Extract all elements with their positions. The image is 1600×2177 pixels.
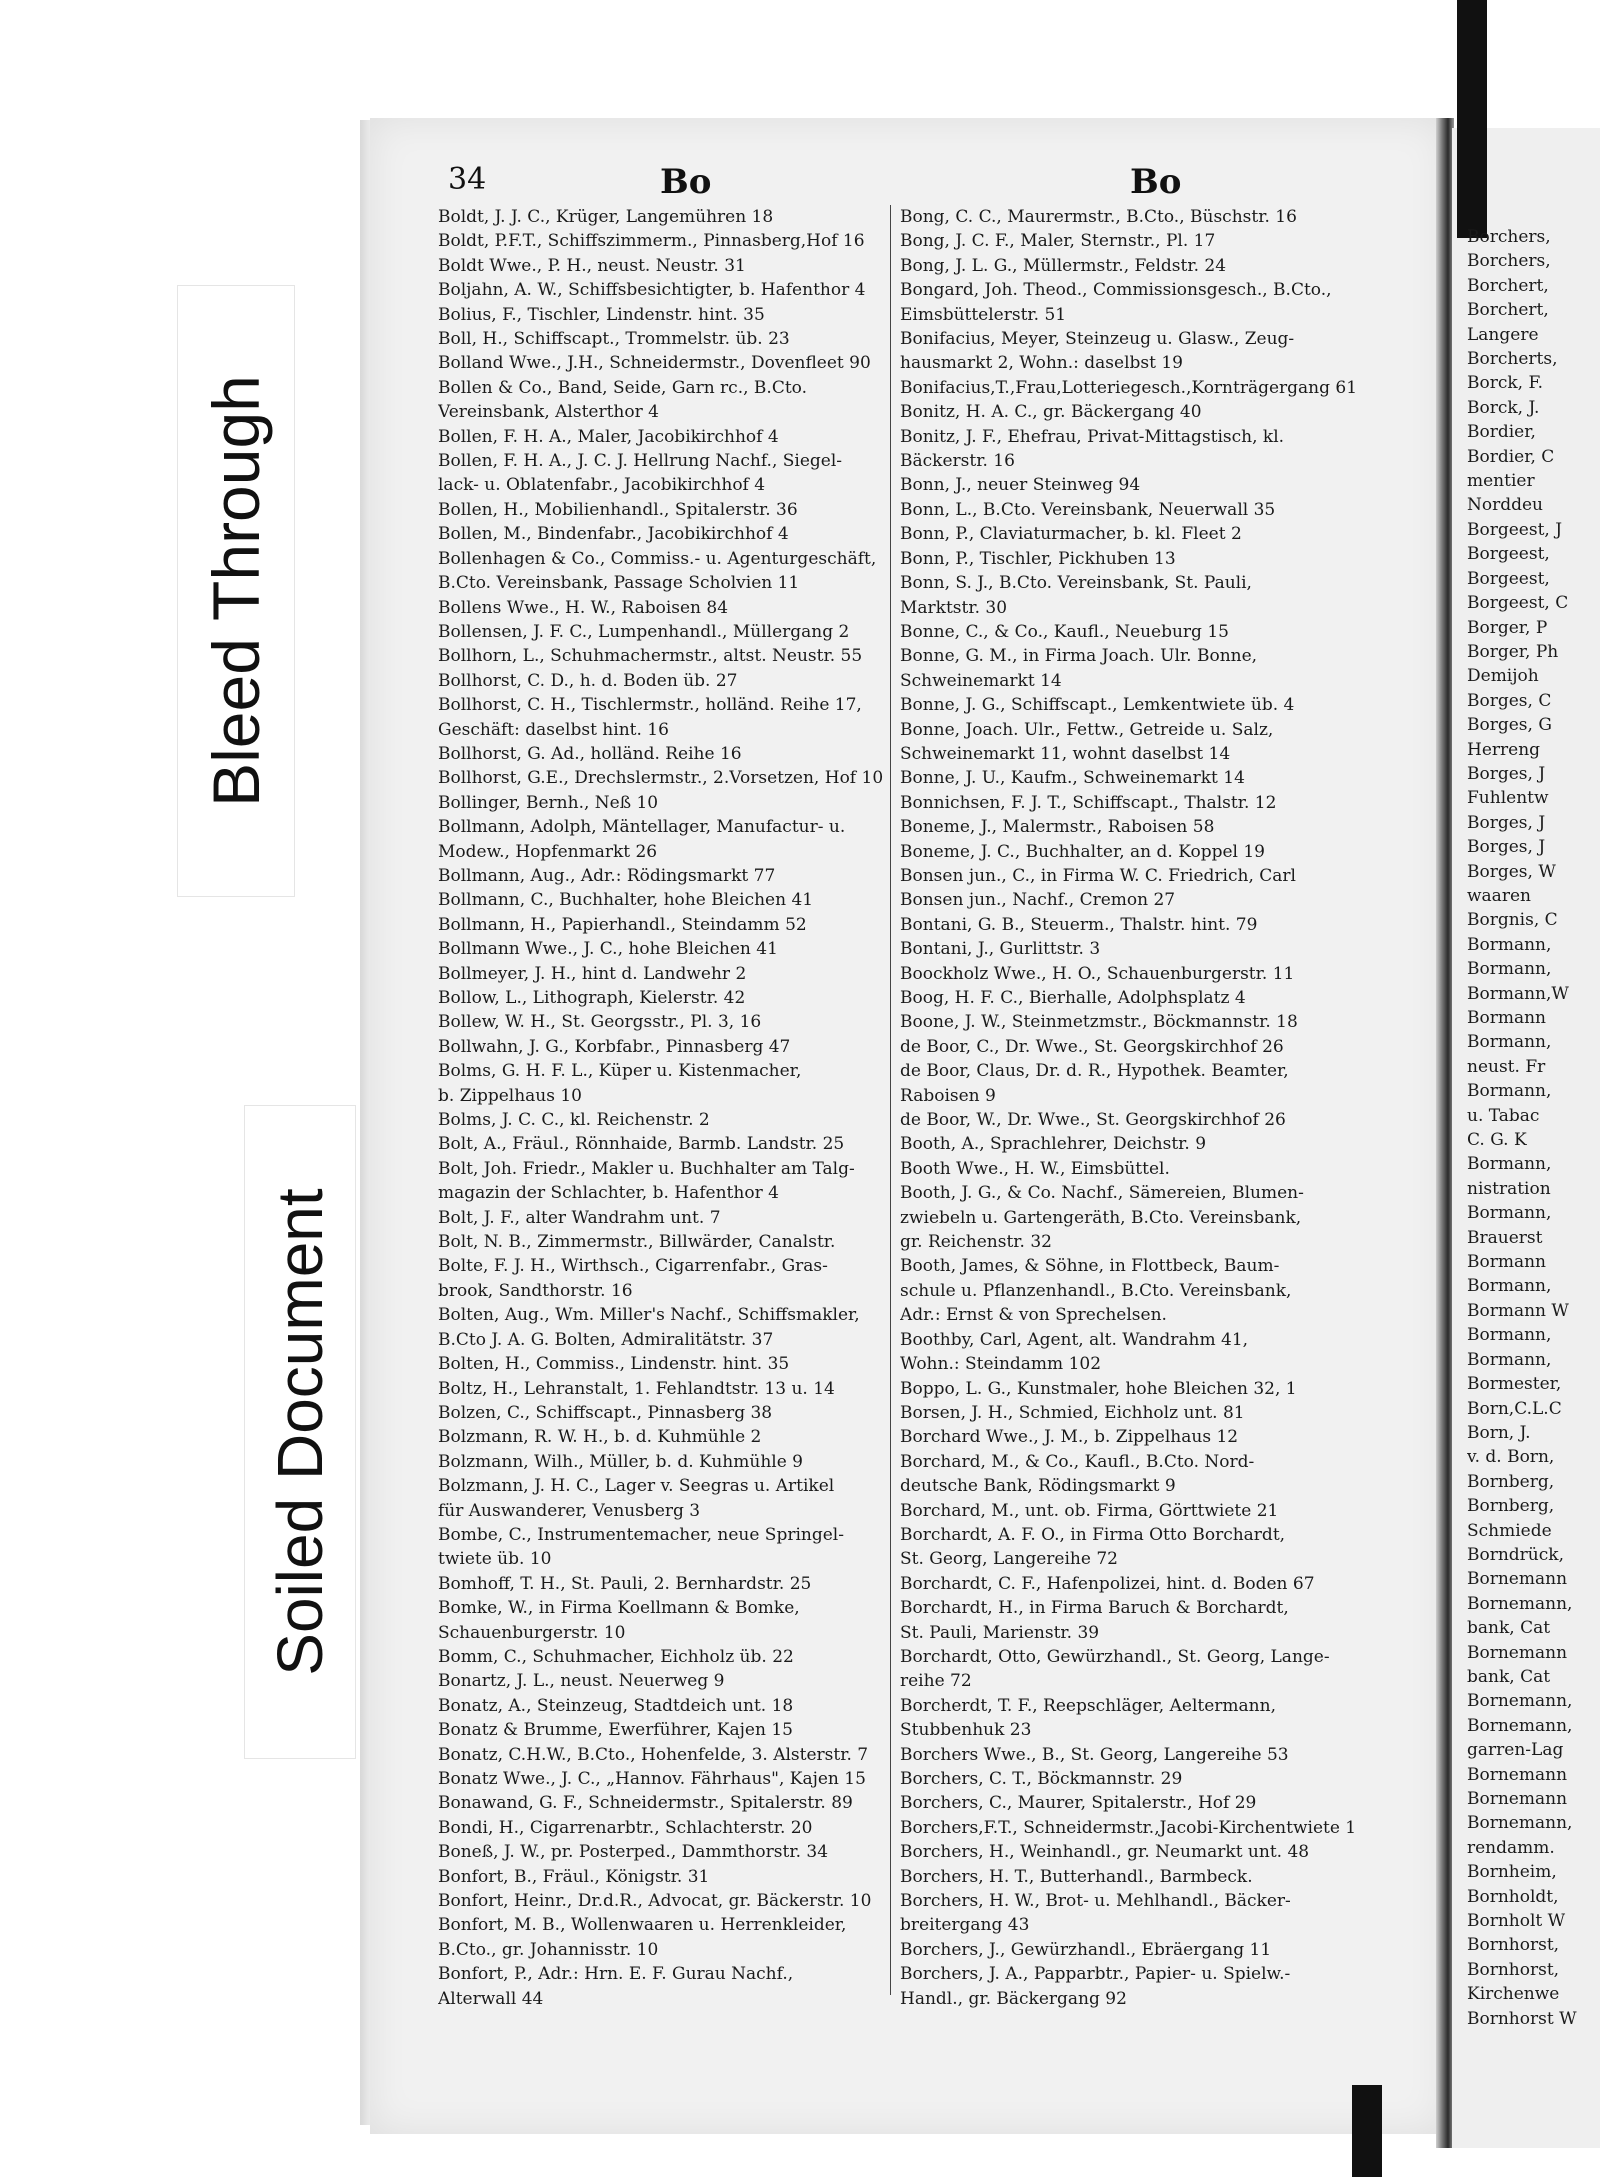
directory-entry: Bollen, M., Bindenfabr., Jacobikirchhof 4 (438, 524, 789, 545)
directory-entry: Borchert, (1467, 300, 1549, 321)
directory-entry: Bonne, J. G., Schiffscapt., Lemkentwiete üb. 4 (900, 695, 1295, 716)
directory-entry: Langere (1467, 324, 1539, 345)
directory-entry: Kirchenwe (1467, 1984, 1560, 2005)
directory-entry: Borchard, M., unt. ob. Firma, Görttwiete 21 (900, 1500, 1279, 1521)
directory-entry: Demijoh (1467, 666, 1539, 687)
directory-entry: Bornhorst, (1467, 1935, 1560, 1956)
directory-entry: Bornemann, (1467, 1813, 1573, 1834)
directory-entry: Bonn, P., Tischler, Pickhuben 13 (900, 548, 1176, 569)
directory-entry: Bollmann, H., Papierhandl., Steindamm 52 (438, 914, 807, 935)
directory-entry: de Boor, W., Dr. Wwe., St. Georgskirchhof 26 (900, 1110, 1286, 1131)
facing-page-column (1467, 225, 1600, 2031)
directory-entry: Borchers, J., Gewürzhandl., Ebräergang 11 (900, 1939, 1272, 1960)
directory-entry: breitergang 43 (900, 1915, 1030, 1936)
directory-entry: Borchers, C. T., Böckmannstr. 29 (900, 1769, 1183, 1789)
directory-entry: Bong, C. C., Maurermstr., B.Cto., Büschstr. 16 (900, 207, 1297, 227)
directory-entry: Schweinemarkt 14 (900, 670, 1062, 691)
directory-entry: Bonn, L., B.Cto. Vereinsbank, Neuerwall 35 (900, 499, 1276, 520)
directory-entry: Borgnis, C (1467, 910, 1558, 931)
directory-entry: Borchardt, H., in Firma Baruch & Borchardt, (900, 1598, 1289, 1619)
directory-entry: schule u. Pflanzenhandl., B.Cto. Vereinsbank, (900, 1280, 1292, 1301)
directory-entry: Born, J. (1467, 1422, 1531, 1443)
directory-entry: nistration (1467, 1178, 1551, 1199)
directory-entry: Stubbenhuk 23 (900, 1720, 1032, 1741)
directory-entry: Bornemann, (1467, 1593, 1573, 1614)
directory-entry: brook, Sandthorstr. 16 (438, 1280, 633, 1301)
directory-entry: Booth Wwe., H. W., Eimsbüttel. (900, 1158, 1170, 1179)
directory-entry: Bollinger, Bernh., Neß 10 (438, 792, 659, 813)
directory-entry: Boll, H., Schiffscapt., Trommelstr. üb. 23 (438, 329, 790, 350)
directory-entry: Bollmann, C., Buchhalter, hohe Bleichen 41 (438, 890, 814, 911)
directory-entry: Geschäft: daselbst hint. 16 (438, 719, 669, 740)
directory-entry: Borchers, (1467, 251, 1551, 272)
directory-entry: Bornemann, (1467, 1715, 1573, 1736)
directory-entry: Bollhorst, G.E., Drechslermstr., 2.Vorsetzen, Hof 10 (438, 768, 884, 789)
directory-entry: Bornhorst, (1467, 1959, 1560, 1980)
directory-entry: Boldt, J. J. C., Krüger, Langemühren 18 (438, 207, 774, 227)
directory-entry: Bolten, Aug., Wm. Miller's Nachf., Schiffsmakler, (438, 1305, 860, 1326)
directory-entry: lack- u. Oblatenfabr., Jacobikirchhof 4 (438, 475, 766, 496)
directory-entry: Borchardt, C. F., Hafenpolizei, hint. d. Boden 67 (900, 1573, 1315, 1594)
soiled-document-stamp (244, 1105, 356, 1759)
directory-entry: Handl., gr. Bäckergang 92 (900, 1988, 1127, 2009)
directory-entry: gr. Reichenstr. 32 (900, 1232, 1052, 1253)
directory-entry: Borchardt, Otto, Gewürzhandl., St. Georg, Lange- (900, 1646, 1330, 1667)
directory-entry: mentier (1467, 471, 1535, 492)
directory-entry: Borck, F. (1467, 373, 1544, 394)
directory-entry: Bollen, F. H. A., J. C. J. Hellrung Nachf., Siegel- (438, 451, 843, 472)
directory-entry: Bontani, G. B., Steuerm., Thalstr. hint. 79 (900, 914, 1258, 935)
directory-entry: Bollenhagen & Co., Commiss.- u. Agenturgeschäft, (438, 548, 877, 569)
directory-entry: Borges, J (1467, 763, 1546, 784)
directory-entry: Bonartz, J. L., neust. Neuerweg 9 (438, 1671, 725, 1692)
directory-entry: de Boor, C., Dr. Wwe., St. Georgskirchhof 26 (900, 1036, 1284, 1057)
directory-entry: Bollmeyer, J. H., hint d. Landwehr 2 (438, 963, 747, 984)
directory-entry: Boneme, J., Malermstr., Raboisen 58 (900, 817, 1215, 838)
directory-entry: Bollhorst, C. D., h. d. Boden üb. 27 (438, 670, 738, 691)
directory-entry: Bormann, (1467, 959, 1552, 980)
directory-entry: Borcherdt, T. F., Reepschläger, Aeltermann, (900, 1695, 1276, 1716)
left-column-heading: Bo (660, 162, 712, 202)
directory-entry: Bormann, (1467, 1203, 1552, 1224)
directory-entry: Bonatz, C.H.W., B.Cto., Hohenfelde, 3. Alsterstr. 7 (438, 1744, 869, 1765)
directory-entry: B.Cto., gr. Johannisstr. 10 (438, 1939, 659, 1960)
binding-strip-top (1457, 0, 1487, 238)
directory-entry: magazin der Schlachter, b. Hafenthor 4 (438, 1183, 779, 1204)
directory-entry: Bornemann (1467, 1789, 1568, 1809)
directory-entry: Bornholt W (1467, 1911, 1566, 1932)
directory-entry: Brauerst (1467, 1227, 1543, 1248)
directory-entry: Bormann, (1467, 934, 1552, 955)
directory-entry: Bordier, C (1467, 446, 1555, 467)
directory-entry: Borcherts, (1467, 349, 1558, 370)
directory-entry: Bollen, H., Mobilienhandl., Spitalerstr. 36 (438, 499, 798, 520)
directory-entry: Bondi, H., Cigarrenarbtr., Schlachterstr. 20 (438, 1817, 813, 1838)
directory-entry: Boog, H. F. C., Bierhalle, Adolphsplatz 4 (900, 988, 1246, 1008)
directory-entry: Borchers Wwe., B., St. Georg, Langereihe 53 (900, 1744, 1289, 1765)
directory-entry: Bolten, H., Commiss., Lindenstr. hint. 35 (438, 1354, 790, 1375)
directory-entry: Bormann,W (1467, 983, 1569, 1004)
directory-entry: Bollhorst, G. Ad., holländ. Reihe 16 (438, 743, 742, 764)
directory-entry: Bornhorst W (1467, 2008, 1577, 2029)
directory-entry: Borges, C (1467, 690, 1552, 711)
directory-entry: Bonn, J., neuer Steinweg 94 (900, 475, 1141, 496)
directory-entry: Borger, P (1467, 617, 1548, 638)
directory-entry: Borges, G (1467, 715, 1552, 736)
bleed-through-label: Bleed Through (199, 375, 273, 807)
directory-entry: B.Cto J. A. G. Bolten, Admiralitätstr. 37 (438, 1329, 774, 1350)
directory-entry: Bonatz Wwe., J. C., „Hannov. Fährhaus", Kajen 15 (438, 1769, 866, 1789)
directory-entry: Bonne, C., & Co., Kaufl., Neueburg 15 (900, 621, 1229, 642)
directory-entry: Boneß, J. W., pr. Posterped., Dammthorstr. 34 (438, 1842, 829, 1863)
directory-entry: Bonfort, Heinr., Dr.d.R., Advocat, gr. Bäckerstr. 10 (438, 1891, 872, 1912)
directory-entry: Bonawand, G. F., Schneidermstr., Spitalerstr. 89 (438, 1793, 853, 1814)
directory-entry: Boppo, L. G., Kunstmaler, hohe Bleichen 32, 1 (900, 1378, 1297, 1399)
directory-entry: Bornberg, (1467, 1471, 1555, 1492)
directory-entry: Borchers, C., Maurer, Spitalerstr., Hof 29 (900, 1793, 1257, 1814)
directory-entry: Raboisen 9 (900, 1085, 996, 1106)
directory-entry: Borges, J (1467, 837, 1546, 858)
directory-entry: Bormester, (1467, 1374, 1562, 1395)
directory-entry: Bombe, C., Instrumentemacher, neue Springel- (438, 1524, 844, 1545)
directory-entry: Borchard, M., & Co., Kaufl., B.Cto. Nord- (900, 1451, 1255, 1472)
directory-entry: Bornemann (1467, 1642, 1568, 1663)
directory-entry: Borges, J (1467, 812, 1546, 833)
directory-entry: bank, Cat (1467, 1618, 1551, 1639)
directory-entry: B.Cto. Vereinsbank, Passage Scholvien 11 (438, 573, 800, 594)
directory-entry: Bolms, J. C. C., kl. Reichenstr. 2 (438, 1110, 710, 1131)
bleed-through-stamp (177, 285, 295, 897)
directory-entry: Bonne, G. M., in Firma Joach. Ulr. Bonne, (900, 646, 1258, 667)
directory-entry: Borchardt, A. F. O., in Firma Otto Borchardt, (900, 1524, 1286, 1545)
directory-entry: Bonfort, P., Adr.: Hrn. E. F. Gurau Nachf., (438, 1964, 794, 1985)
directory-entry: Borges, W (1467, 861, 1556, 882)
directory-entry: Borndrück, (1467, 1544, 1564, 1565)
directory-entry: Bollen, F. H. A., Maler, Jacobikirchhof 4 (438, 426, 779, 447)
directory-entry: Eimsbüttelerstr. 51 (900, 304, 1067, 325)
directory-entry: Bongard, Joh. Theod., Commissionsgesch., B.Cto., (900, 280, 1332, 301)
directory-entry: Bormann, (1467, 1349, 1552, 1370)
directory-entry: Bormann W (1467, 1300, 1569, 1321)
page-number: 34 (448, 162, 487, 197)
directory-entry: Herreng (1467, 739, 1541, 760)
directory-entry: Norddeu (1467, 495, 1544, 516)
directory-entry: Bonifacius, Meyer, Steinzeug u. Glasw., Zeug- (900, 329, 1295, 350)
directory-entry: waaren (1467, 885, 1531, 906)
directory-entry: Bolt, J. F., alter Wandrahm unt. 7 (438, 1207, 721, 1228)
directory-entry: Bonitz, H. A. C., gr. Bäckergang 40 (900, 402, 1202, 423)
directory-entry: Bollmann, Adolph, Mäntellager, Manufactur- u. (438, 817, 846, 838)
directory-entry: Boone, J. W., Steinmetzmstr., Böckmannstr. 18 (900, 1012, 1298, 1033)
directory-entry: Borchard Wwe., J. M., b. Zippelhaus 12 (900, 1427, 1239, 1448)
directory-entry: Bormann (1467, 1008, 1547, 1028)
directory-entry: Borchers, (1467, 227, 1551, 247)
directory-entry: Alterwall 44 (438, 1988, 544, 2009)
directory-entry: u. Tabac (1467, 1105, 1540, 1126)
directory-entry: Bonne, Joach. Ulr., Fettw., Getreide u. Salz, (900, 719, 1274, 740)
directory-entry: garren-Lag (1467, 1740, 1564, 1761)
directory-entry: Bolzmann, J. H. C., Lager v. Seegras u. Artikel (438, 1476, 835, 1497)
directory-entry: Bomhoff, T. H., St. Pauli, 2. Bernhardstr. 25 (438, 1573, 812, 1594)
directory-entry: Borger, Ph (1467, 641, 1559, 662)
directory-entry: Borgeest, C (1467, 593, 1569, 614)
directory-entry: Borgeest, J (1467, 519, 1563, 540)
directory-entry: Bolius, F., Tischler, Lindenstr. hint. 35 (438, 304, 765, 325)
directory-entry: Bormann, (1467, 1276, 1552, 1297)
directory-entry: St. Pauli, Marienstr. 39 (900, 1622, 1100, 1643)
directory-entry: Borchers, H. W., Brot- u. Mehlhandl., Bäcker- (900, 1891, 1291, 1912)
directory-entry: Bolzen, C., Schiffscapt., Pinnasberg 38 (438, 1402, 773, 1423)
directory-entry: Marktstr. 30 (900, 597, 1008, 618)
directory-entry: Bonfort, M. B., Wollenwaaren u. Herrenkleider, (438, 1915, 847, 1936)
directory-entry: für Auswanderer, Venusberg 3 (438, 1500, 701, 1521)
directory-entry: Bollhorst, C. H., Tischlermstr., holländ. Reihe 17, (438, 695, 862, 716)
directory-entry: bank, Cat (1467, 1666, 1551, 1687)
directory-entry: Bormann (1467, 1252, 1547, 1273)
directory-entry: de Boor, Claus, Dr. d. R., Hypothek. Beamter, (900, 1061, 1289, 1082)
directory-entry: Bäckerstr. 16 (900, 451, 1015, 472)
directory-entry: Bonifacius,T.,Frau,Lotteriegesch.,Kornträgergang 61 (900, 377, 1358, 398)
directory-entry: Bollhorn, L., Schuhmachermstr., altst. Neustr. 55 (438, 646, 863, 667)
directory-entry: Adr.: Ernst & von Sprechelsen. (900, 1305, 1167, 1326)
directory-entry: Bolland Wwe., J.H., Schneidermstr., Dovenfleet 90 (438, 353, 871, 374)
directory-entry: Schweinemarkt 11, wohnt daselbst 14 (900, 743, 1231, 764)
directory-entry: Borgeest, (1467, 568, 1550, 589)
directory-entry: Bong, J. L. G., Müllermstr., Feldstr. 24 (900, 255, 1227, 276)
directory-entry: neust. Fr (1467, 1056, 1546, 1077)
directory-entry: Borchers, J. A., Papparbtr., Papier- u. Spielw.- (900, 1964, 1291, 1985)
directory-entry: Bonn, S. J., B.Cto. Vereinsbank, St. Pauli, (900, 573, 1252, 594)
right-column-heading: Bo (1130, 162, 1182, 202)
directory-entry: Bomm, C., Schuhmacher, Eichholz üb. 22 (438, 1646, 794, 1667)
directory-entry: Boltz, H., Lehranstalt, 1. Fehlandtstr. 13 u. 14 (438, 1378, 835, 1399)
directory-entry: Schauenburgerstr. 10 (438, 1622, 626, 1643)
directory-entry: reihe 72 (900, 1671, 972, 1692)
directory-entry: Boldt, P.F.T., Schiffszimmerm., Pinnasberg,Hof 16 (438, 231, 865, 252)
directory-entry: Bollew, W. H., St. Georgsstr., Pl. 3, 16 (438, 1012, 762, 1033)
directory-entry: Boockholz Wwe., H. O., Schauenburgerstr. 11 (900, 963, 1295, 984)
directory-entry: Bolzmann, Wilh., Müller, b. d. Kuhmühle 9 (438, 1451, 803, 1472)
directory-entry: Bolzmann, R. W. H., b. d. Kuhmühle 2 (438, 1427, 762, 1448)
directory-entry: Bormann, (1467, 1081, 1552, 1102)
directory-entry: Bollwahn, J. G., Korbfabr., Pinnasberg 47 (438, 1036, 791, 1057)
directory-entry: Bormann, (1467, 1154, 1552, 1175)
directory-entry: Bordier, (1467, 422, 1536, 443)
directory-entry: Bonnichsen, F. J. T., Schiffscapt., Thalstr. 12 (900, 792, 1277, 813)
directory-entry: Borck, J. (1467, 397, 1540, 418)
directory-entry: rendamm. (1467, 1837, 1555, 1858)
directory-entry: b. Zippelhaus 10 (438, 1085, 582, 1106)
binding-strip-bottom (1352, 2085, 1382, 2177)
directory-entry: Borchers, H., Weinhandl., gr. Neumarkt unt. 48 (900, 1842, 1310, 1863)
directory-entry: Boothby, Carl, Agent, alt. Wandrahm 41, (900, 1329, 1249, 1350)
directory-entry: Borchert, (1467, 275, 1549, 296)
directory-entry: C. G. K (1467, 1130, 1527, 1151)
directory-entry: Wohn.: Steindamm 102 (900, 1354, 1102, 1375)
directory-entry: Bolte, F. J. H., Wirthsch., Cigarrenfabr., Gras- (438, 1256, 828, 1277)
directory-entry: Schmiede (1467, 1520, 1552, 1541)
directory-entry: Bornholdt, (1467, 1886, 1559, 1907)
directory-entry: Bormann, (1467, 1032, 1552, 1053)
directory-entry: Borsen, J. H., Schmied, Eichholz unt. 81 (900, 1402, 1245, 1423)
directory-entry: Fuhlentw (1467, 788, 1549, 809)
directory-entry: Bollmann Wwe., J. C., hohe Bleichen 41 (438, 939, 778, 960)
directory-entry: Bornberg, (1467, 1496, 1555, 1517)
directory-entry: deutsche Bank, Rödingsmarkt 9 (900, 1476, 1176, 1497)
directory-entry: Borchers, H. T., Butterhandl., Barmbeck. (900, 1866, 1253, 1887)
directory-entry: Bomke, W., in Firma Koellmann & Bomke, (438, 1598, 800, 1619)
directory-entry: Bonatz, A., Steinzeug, Stadtdeich unt. 18 (438, 1695, 794, 1716)
directory-entry: Bornemann (1467, 1569, 1568, 1590)
directory-entry: Bolt, Joh. Friedr., Makler u. Buchhalter am Talg- (438, 1158, 855, 1179)
directory-entry: hausmarkt 2, Wohn.: daselbst 19 (900, 353, 1183, 374)
directory-entry: zwiebeln u. Gartengeräth, B.Cto. Vereinsbank, (900, 1207, 1302, 1228)
directory-entry: twiete üb. 10 (438, 1549, 552, 1570)
directory-entry: Bolt, A., Fräul., Rönnhaide, Barmb. Landstr. 25 (438, 1134, 845, 1155)
directory-entry: Bollmann, Aug., Adr.: Rödingsmarkt 77 (438, 865, 776, 886)
directory-entry: Borgeest, (1467, 544, 1550, 565)
column-divider (890, 205, 891, 1995)
directory-entry: Bong, J. C. F., Maler, Sternstr., Pl. 17 (900, 231, 1216, 252)
directory-entry: Bornemann, (1467, 1691, 1573, 1712)
directory-entry: Bornheim, (1467, 1862, 1557, 1883)
directory-entry: Bonne, J. U., Kaufm., Schweinemarkt 14 (900, 768, 1245, 789)
directory-entry: Bolms, G. H. F. L., Küper u. Kistenmacher, (438, 1061, 802, 1082)
soiled-document-label: Soiled Document (264, 1188, 336, 1676)
directory-entry: Bolt, N. B., Zimmermstr., Billwärder, Canalstr. (438, 1232, 836, 1253)
directory-entry: v. d. Born, (1467, 1447, 1555, 1468)
directory-entry: Bornemann (1467, 1764, 1568, 1785)
directory-entry: Bollens Wwe., H. W., Raboisen 84 (438, 597, 729, 618)
directory-entry: Bollen & Co., Band, Seide, Garn rc., B.Cto. (438, 377, 807, 398)
directory-entry: Bollow, L., Lithograph, Kielerstr. 42 (438, 988, 746, 1008)
directory-entry: Bollensen, J. F. C., Lumpenhandl., Müllergang 2 (438, 621, 850, 642)
directory-entry: Vereinsbank, Alsterthor 4 (438, 402, 659, 423)
directory-entry: Bontani, J., Gurlittstr. 3 (900, 939, 1101, 960)
directory-entry: Boneme, J. C., Buchhalter, an d. Koppel 19 (900, 841, 1265, 862)
directory-entry: Born,C.L.C (1467, 1398, 1562, 1419)
directory-entry: Bonfort, B., Fräul., Königstr. 31 (438, 1866, 710, 1887)
directory-entry: Borchers,F.T., Schneidermstr.,Jacobi-Kirchentwiete 1 (900, 1817, 1357, 1838)
directory-entry: Modew., Hopfenmarkt 26 (438, 841, 658, 862)
directory-entry: Boljahn, A. W., Schiffsbesichtigter, b. Hafenthor 4 (438, 280, 866, 301)
directory-entry: Bonn, P., Claviaturmacher, b. kl. Fleet 2 (900, 524, 1242, 545)
directory-entry: Bonsen jun., Nachf., Cremon 27 (900, 890, 1176, 911)
directory-entry: Bormann, (1467, 1325, 1552, 1346)
directory-entry: Bonitz, J. F., Ehefrau, Privat-Mittagstisch, kl. (900, 426, 1285, 447)
directory-entry: Booth, James, & Söhne, in Flottbeck, Baum- (900, 1256, 1280, 1277)
directory-entry: Booth, A., Sprachlehrer, Deichstr. 9 (900, 1134, 1207, 1155)
directory-entry: Booth, J. G., & Co. Nachf., Sämereien, Blumen- (900, 1183, 1304, 1204)
directory-entry: Bonsen jun., C., in Firma W. C. Friedrich, Carl (900, 865, 1296, 886)
directory-column-right (900, 205, 1382, 2011)
directory-column-left (438, 205, 888, 2011)
directory-entry: Bonatz & Brumme, Ewerführer, Kajen 15 (438, 1720, 793, 1741)
directory-entry: St. Georg, Langereihe 72 (900, 1549, 1118, 1570)
directory-entry: Boldt Wwe., P. H., neust. Neustr. 31 (438, 255, 746, 276)
